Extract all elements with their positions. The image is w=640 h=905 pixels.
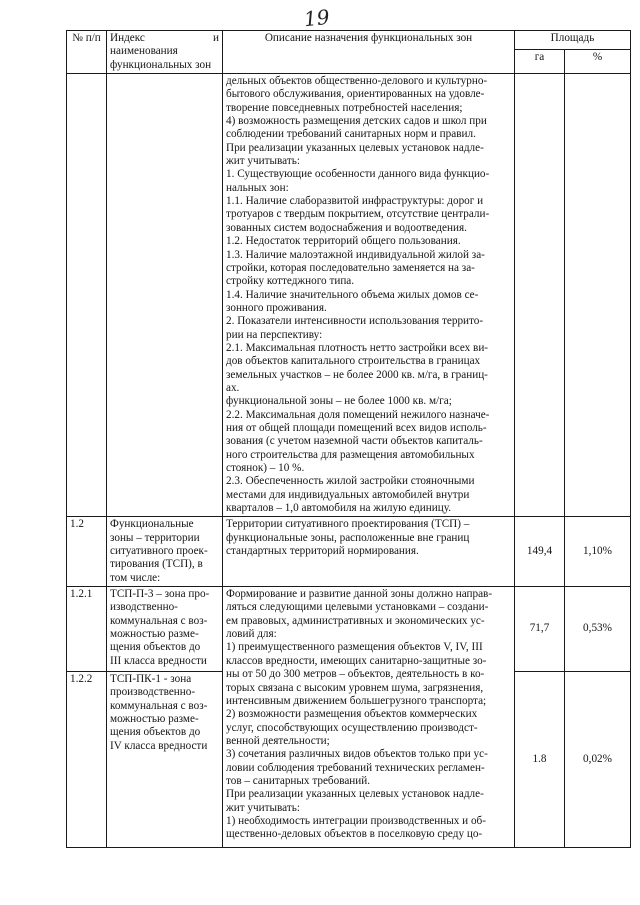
row-ha: 149,4 bbox=[515, 517, 565, 587]
text-line: дельных объектов общественно-делового и культурно- bbox=[226, 75, 488, 88]
row-pct: 0,53% bbox=[565, 587, 631, 672]
text-line: При реализации указанных целевых установок надле- bbox=[226, 788, 484, 801]
name-line: ТСП-ПК-1 - зона bbox=[110, 673, 192, 686]
text-line: ловий для: bbox=[226, 628, 277, 641]
text-line: зования (с учетом наземной части объектов капиталь- bbox=[226, 435, 483, 448]
text-line: 1. Существующие особенности данного вида функцио- bbox=[226, 168, 490, 181]
text-line: творение повседневных потребностей населения; bbox=[226, 101, 463, 114]
text-line: щественно-деловых объектов в поселковую среду цо- bbox=[226, 828, 483, 841]
text-line: функциональной зоны – не более 1000 кв. м/га; bbox=[226, 395, 452, 408]
text-line: жит учитывать: bbox=[226, 801, 300, 814]
cont-ha-cell bbox=[515, 74, 565, 517]
text-line: тротуаров с твердым покрытием, отсутствие централи- bbox=[226, 208, 490, 221]
shared-description bbox=[223, 587, 515, 848]
name-line: щения объектов до bbox=[110, 641, 201, 654]
header-ha: га bbox=[515, 49, 565, 73]
cont-pct-cell bbox=[565, 74, 631, 517]
name-line: производственно- bbox=[110, 686, 196, 699]
name-line: том числе: bbox=[110, 571, 161, 584]
row-pct: 0,02% bbox=[565, 672, 631, 848]
text-line: земельных участков – не более 2000 кв. м/га, в границ- bbox=[226, 368, 488, 381]
text-line: стройки, которая последовательно заменяется на за- bbox=[226, 261, 475, 274]
text-line: стандартных территорий нормирования. bbox=[226, 545, 419, 558]
text-line: ны от 50 до 300 метров – объектов, деятельность в ко- bbox=[226, 668, 485, 681]
text-line: 1.4. Наличие значительного объема жилых домов се- bbox=[226, 288, 479, 301]
header-num: № п/п bbox=[67, 31, 107, 74]
name-line: III класса вредности bbox=[110, 654, 207, 667]
text-line: стройку коттеджного типа. bbox=[226, 275, 355, 288]
name-line: IV класса вредности bbox=[110, 739, 208, 752]
table-row bbox=[67, 517, 631, 587]
name-line: Функциональные bbox=[110, 518, 194, 531]
header-index: Индекс и наименования функциональных зон bbox=[107, 31, 223, 74]
text-line: торых связана с высоким уровнем шума, загрязнения, bbox=[226, 681, 484, 694]
row-description bbox=[223, 517, 515, 587]
text-line: местами для индивидуальных автомобилей внутри bbox=[226, 488, 470, 501]
text-line: нальных зон: bbox=[226, 181, 289, 194]
row-ha: 71,7 bbox=[515, 587, 565, 672]
text-line: 1.3. Наличие малоэтажной индивидуальной жилой за- bbox=[226, 248, 485, 261]
name-line: можностью разме- bbox=[110, 713, 199, 726]
text-line: ах. bbox=[226, 381, 240, 394]
name-line: ТСП-П-3 – зона про- bbox=[110, 588, 210, 601]
text-line: ловии соблюдения требований технических регламен- bbox=[226, 761, 485, 774]
functional-zones-table bbox=[66, 30, 631, 848]
text-line: зонного проживания. bbox=[226, 301, 327, 314]
name-line: изводственно- bbox=[110, 601, 178, 614]
text-line: При реализации указанных целевых установок надле- bbox=[226, 141, 484, 154]
text-line: зованных систем водоснабжения и водоотведения. bbox=[226, 221, 467, 234]
text-line: 1) необходимость интеграции производственных и об- bbox=[226, 814, 486, 827]
name-line: зоны – территории bbox=[110, 531, 200, 544]
text-line: классов вредности, имеющих санитарно-защитные зо- bbox=[226, 654, 487, 667]
header-description: Описание назначения функциональных зон bbox=[223, 31, 515, 74]
text-line: ем правовых, административных и экономических ус- bbox=[226, 614, 485, 627]
row-name bbox=[107, 517, 223, 587]
row-name bbox=[107, 587, 223, 672]
cont-num-cell bbox=[67, 74, 107, 517]
text-line: 2) возможности размещения объектов коммерческих bbox=[226, 708, 478, 721]
row-pct: 1,10% bbox=[565, 517, 631, 587]
cont-name-cell bbox=[107, 74, 223, 517]
text-line: функциональные зоны, расположенные вне границ bbox=[226, 531, 470, 544]
row-ha: 1.8 bbox=[515, 672, 565, 848]
text-line: жит учитывать: bbox=[226, 155, 300, 168]
text-line: 1) преимущественного размещения объектов V, IV, III bbox=[226, 641, 483, 654]
text-line: интенсивным движением большегрузного транспорта; bbox=[226, 694, 487, 707]
text-line: 2.1. Максимальная плотность нетто застройки всех ви- bbox=[226, 341, 489, 354]
text-line: бытового обслуживания, ориентированных на удовле- bbox=[226, 88, 485, 101]
text-line: 2. Показатели интенсивности использования террито- bbox=[226, 315, 484, 328]
text-line: рии на перспективу: bbox=[226, 328, 323, 341]
row-name bbox=[107, 672, 223, 848]
text-line: венной деятельности; bbox=[226, 734, 330, 747]
text-line: услуг, способствующих осуществлению производст- bbox=[226, 721, 478, 734]
name-line: можностью разме- bbox=[110, 628, 199, 641]
continuation-text bbox=[223, 74, 515, 517]
text-line: тов – санитарных требований. bbox=[226, 774, 371, 787]
text-line: ного строительства для размещения автомобильных bbox=[226, 448, 475, 461]
header-pct: % bbox=[565, 49, 631, 73]
row-num: 1.2 bbox=[67, 517, 107, 587]
text-line: стоянок) – 10 %. bbox=[226, 462, 305, 474]
name-line: коммунальная с воз- bbox=[110, 614, 208, 627]
text-line: 1.2. Недостаток территорий общего пользования. bbox=[226, 235, 461, 248]
header-area: Площадь bbox=[515, 31, 631, 50]
text-line: соблюдении требований санитарных норм и правил. bbox=[226, 128, 476, 141]
text-line: 2.2. Максимальная доля помещений нежилого назначе- bbox=[226, 408, 490, 421]
row-num: 1.2.2 bbox=[67, 672, 107, 848]
name-line: ситуативного проек- bbox=[110, 545, 208, 558]
page-number: 19 bbox=[302, 4, 331, 32]
name-line: щения объектов до bbox=[110, 726, 201, 739]
text-line: кварталов – 1,0 автомобиля на жилую единицу. bbox=[226, 502, 451, 515]
text-line: 4) возможность размещения детских садов и школ при bbox=[226, 115, 487, 128]
row-num: 1.2.1 bbox=[67, 587, 107, 672]
text-line: 3) сочетания различных видов объектов только при ус- bbox=[226, 748, 488, 761]
text-line: дов объектов капитального строительства в границах bbox=[226, 355, 481, 368]
text-line: Территории ситуативного проектирования (ТСП) – bbox=[226, 518, 470, 531]
name-line: коммунальная с воз- bbox=[110, 699, 208, 712]
text-line: ляться следующими целевыми установками – создани- bbox=[226, 601, 489, 614]
text-line: ния от общей площади помещений всех видов исполь- bbox=[226, 421, 487, 434]
text-line: 1.1. Наличие слаборазвитой инфраструктуры: дорог и bbox=[226, 195, 484, 208]
text-line: Формирование и развитие данной зоны должно направ- bbox=[226, 588, 493, 601]
table-row bbox=[67, 74, 631, 517]
text-line: 2.3. Обеспеченность жилой застройки стояночными bbox=[226, 475, 475, 488]
table-row bbox=[67, 587, 631, 672]
name-line: тирования (ТСП), в bbox=[110, 558, 203, 571]
